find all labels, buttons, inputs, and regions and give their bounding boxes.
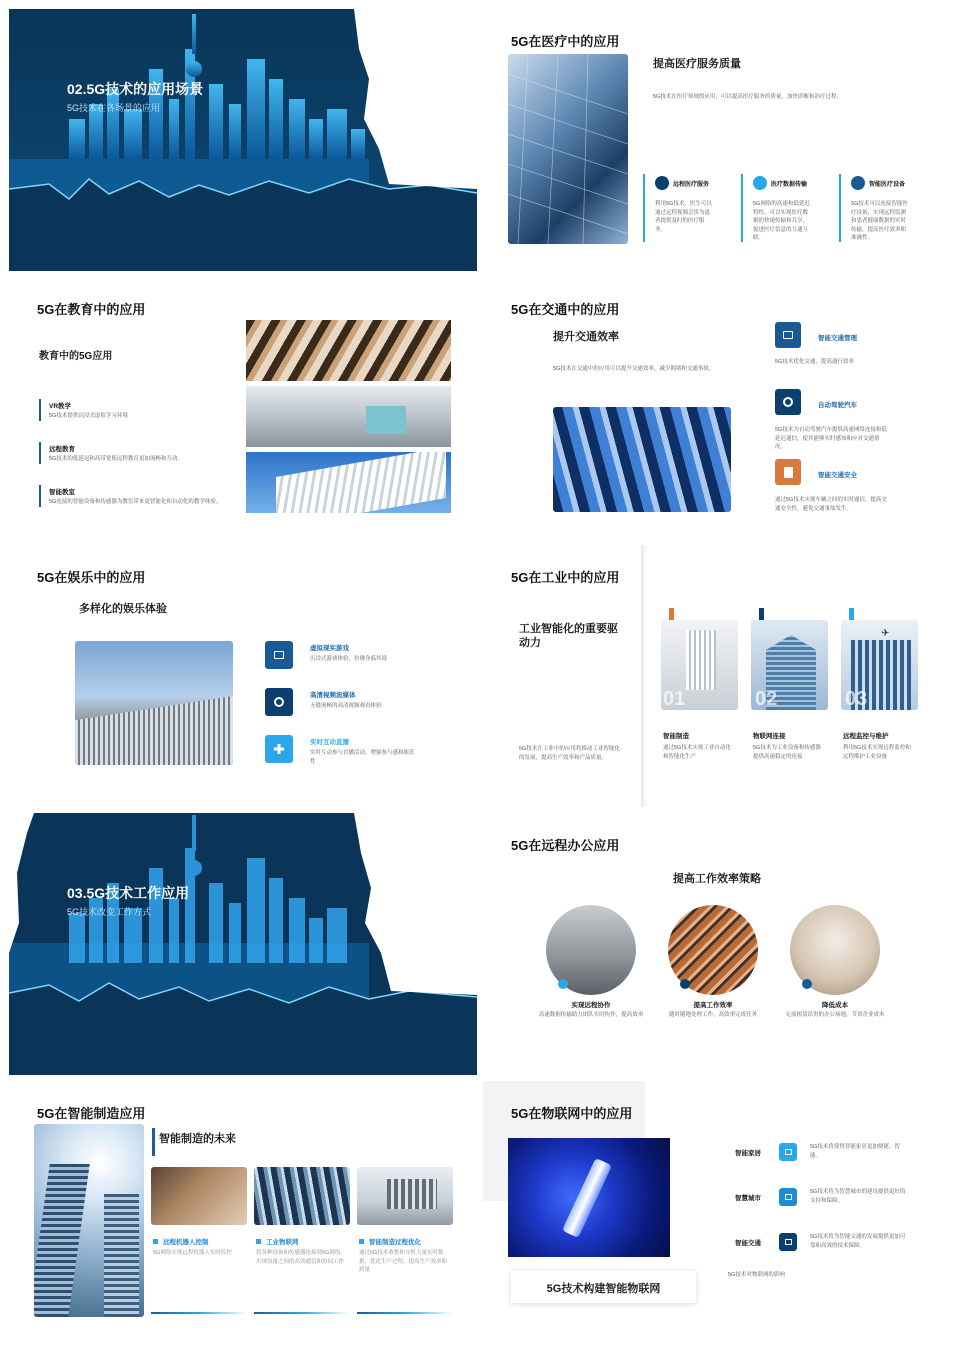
slide-section-02 [9, 9, 477, 271]
strategy-label: 实现远程协作 [571, 1002, 611, 1009]
card-label: 物联网连接 [753, 733, 786, 740]
heading-accent [152, 1128, 155, 1156]
iot-text: 5G技术将使得智能家居更加便捷、智能。 [810, 1144, 900, 1159]
footnote: 5G技术对物联网的影响 [728, 1272, 785, 1278]
slide-industry [483, 545, 951, 807]
section-subtitle: 5G技术在各场景的应用 [67, 103, 161, 113]
card-text: 通过5G技术收集和分析大量实时数据，优化生产过程，提高生产效率和质量 [359, 1250, 448, 1274]
item-label: 远程教育 [49, 446, 75, 453]
slide-section-03 [9, 813, 477, 1075]
slide-title: 5G在教育中的应用 [37, 302, 146, 317]
smart-traffic-icon [779, 1233, 797, 1251]
traffic-management-icon [775, 322, 801, 348]
feature-text: 5G技术可以连接智能医疗设备，实现远程监测和患者健康数据的实时传输，提高医疗效率和准确性。 [851, 201, 908, 242]
laptop-meeting-photo [151, 1167, 247, 1225]
bullet-square [256, 1239, 261, 1244]
skyscraper-sunburst-photo [34, 1124, 144, 1317]
section-subtitle: 5G技术改变工作方式 [67, 907, 152, 917]
card-label: 智能制造过程优化 [369, 1239, 421, 1246]
item-text: 5G技术优化交通，提高通行效率 [775, 359, 854, 365]
banner-text: 5G技术构建智能物联网 [546, 1283, 661, 1295]
card-text: 5G网络实现远程机器人实时监控 [153, 1250, 232, 1256]
slide-title: 5G在交通中的应用 [511, 302, 620, 317]
item-text: 无缝流畅的高清视频观看体验 [310, 703, 382, 709]
feature-text: 5G网络的高速和低延迟特性，可以实现医疗数据的快速传输和共享，促进医疗信息的互通互联。 [753, 201, 810, 242]
content-heading: 多样化的娱乐体验 [79, 603, 167, 615]
marker-dot [680, 979, 690, 989]
card-underline [357, 1312, 453, 1314]
smart-home-icon [779, 1143, 797, 1161]
hospital-icon [655, 176, 669, 190]
item-label: 智能教室 [49, 489, 75, 496]
slide-title: 5G在娱乐中的应用 [37, 570, 146, 585]
section-title: 02.5G技术的应用场景 [67, 81, 204, 97]
vr-game-icon [265, 641, 293, 669]
content-description: 5G技术在医疗领域的应用，可以提高医疗服务的质量，加快诊断和治疗过程。 [653, 94, 842, 100]
slide-transport [483, 277, 951, 539]
card-number: 01 [663, 688, 686, 710]
marker-dot [802, 979, 812, 989]
item-text: 5G技术的低延迟和高带宽使远程教育更加流畅和互动。 [49, 456, 183, 462]
glass-towers-photo [254, 1167, 350, 1225]
autonomous-car-icon [775, 389, 801, 415]
content-heading: 提高工作效率策略 [673, 873, 761, 885]
facade-sky-photo [75, 641, 233, 765]
section-title: 03.5G技术工作应用 [67, 885, 190, 901]
item-label: 智能交通管理 [818, 335, 857, 342]
strategy-text: 随时随地处理工作，高效率完成任务 [668, 1012, 757, 1018]
interior-hall-photo [246, 386, 451, 447]
slide-education [9, 277, 477, 539]
item-label: 实时互动直播 [310, 739, 349, 746]
iot-label: 智慧城市 [735, 1195, 761, 1202]
slide-title: 5G在远程办公应用 [511, 838, 620, 853]
white-building-photo [246, 452, 451, 513]
data-icon [753, 176, 767, 190]
bullet-square [153, 1239, 158, 1244]
item-text: 5G连接的智能设备和传感器为教室带来更智能化和自动化的教学体验。 [49, 499, 222, 505]
item-text: 5G技术提供沉浸式虚拟学习环境 [49, 413, 128, 419]
card-text: 通过5G技术实现工业自动化和智能化生产 [663, 745, 731, 760]
marker-dot [558, 979, 568, 989]
card-text: 5G技术为工业设备和传感器提供高速稳定的连接 [753, 745, 821, 760]
building-photo [508, 54, 628, 244]
item-label: VR教学 [49, 403, 72, 410]
strategy-label: 降低成本 [822, 1002, 848, 1009]
card-label: 智能制造 [663, 733, 689, 740]
card-label: 远程监控与维护 [843, 733, 889, 740]
strategy-label: 提高工作效率 [693, 1002, 733, 1009]
strategy-text: 高速数据传输助力团队实时协作，提高效率 [538, 1012, 644, 1018]
video-stream-icon [265, 688, 293, 716]
slide-medical [483, 9, 951, 271]
item-label: 自动驾驶汽车 [818, 402, 857, 409]
device-icon [851, 176, 865, 190]
iot-text: 5G技术将为智慧城市的建设提供更好的支持和保障。 [810, 1189, 906, 1204]
content-heading: 提升交通效率 [553, 331, 619, 343]
slide-smart-manufacturing [9, 1081, 477, 1343]
iot-label: 智能交通 [735, 1240, 761, 1247]
content-description: 5G技术在工业中的应用将推动工业智能化的发展，提高生产效率和产品质量。 [519, 746, 620, 761]
content-heading: 工业智能化的重要驱动力 [519, 623, 618, 650]
content-heading: 提高医疗服务质量 [653, 58, 741, 70]
blue-glass-photo [553, 407, 731, 512]
item-text: 实时互动参与直播活动，增强参与感和娱乐性 [310, 750, 415, 765]
card-number: 03 [845, 688, 868, 710]
card-label: 远程机器人控制 [163, 1239, 209, 1246]
card-text: 将各种设备和传感器连接到5G网络，实现设备之间的高效通信和协同工作 [256, 1250, 346, 1265]
iot-label: 智能家居 [735, 1150, 761, 1157]
slide-title: 5G在医疗中的应用 [511, 34, 620, 49]
card-text: 利用5G技术实现远程监控和远程维护工业设备 [843, 745, 911, 760]
slide-title: 5G在智能制造应用 [37, 1106, 146, 1121]
slide-iot [483, 1081, 951, 1343]
slide-remote-work [483, 813, 951, 1075]
card-underline [254, 1312, 350, 1314]
card-number: 02 [755, 688, 778, 710]
content-description: 5G技术在交通中的应用可以提升交通效率，减少拥堵和交通事故。 [553, 366, 715, 372]
modern-building-photo [357, 1167, 453, 1225]
slide-entertainment [9, 545, 477, 807]
city-skyline-image [9, 9, 477, 271]
airplane-tower-photo: ✈ [841, 620, 918, 710]
content-heading: 教育中的5G应用 [39, 351, 113, 362]
card-underline [151, 1312, 247, 1314]
blue-liquid-bottle-photo [508, 1138, 670, 1257]
feature-label: 远程医疗服务 [673, 182, 710, 188]
iot-text: 5G技术将为智能交通的发展提供更加可靠和高效的技术保障。 [810, 1234, 906, 1249]
item-label: 智能交通安全 [818, 472, 857, 479]
strategy-text: 无需租赁昂贵的办公场地，节省企业成本 [785, 1012, 885, 1018]
card-label: 工业物联网 [266, 1239, 299, 1246]
glass-facade-photo [246, 320, 451, 381]
slide-title: 5G在物联网中的应用 [511, 1106, 633, 1121]
item-text: 通过5G技术实现车辆之间的实时通信，提高交通安全性，避免交通事故发生。 [775, 497, 887, 512]
traffic-safety-icon [775, 459, 801, 485]
feature-text: 利用5G技术，医生可以通过远程视频会诊为患者提供及时的医疗服务。 [655, 201, 712, 233]
bullet-square [359, 1239, 364, 1244]
item-label: 虚拟现实游戏 [310, 645, 349, 652]
content-heading: 智能制造的未来 [159, 1133, 236, 1145]
live-stream-icon [265, 735, 293, 763]
smart-city-icon [779, 1188, 797, 1206]
item-text: 沉浸式游戏体验，仿佛身临其境 [310, 656, 388, 662]
feature-label: 医疗数据传输 [771, 182, 808, 188]
item-text: 5G技术为自动驾驶汽车提供高速网络连接和低延迟通信，使其能够实时感知和应对交通情况。 [775, 427, 887, 451]
item-label: 高清视频流媒体 [310, 692, 356, 699]
city-skyline-image [9, 813, 477, 1075]
slide-title: 5G在工业中的应用 [511, 570, 620, 585]
feature-label: 智能医疗设备 [869, 182, 906, 188]
